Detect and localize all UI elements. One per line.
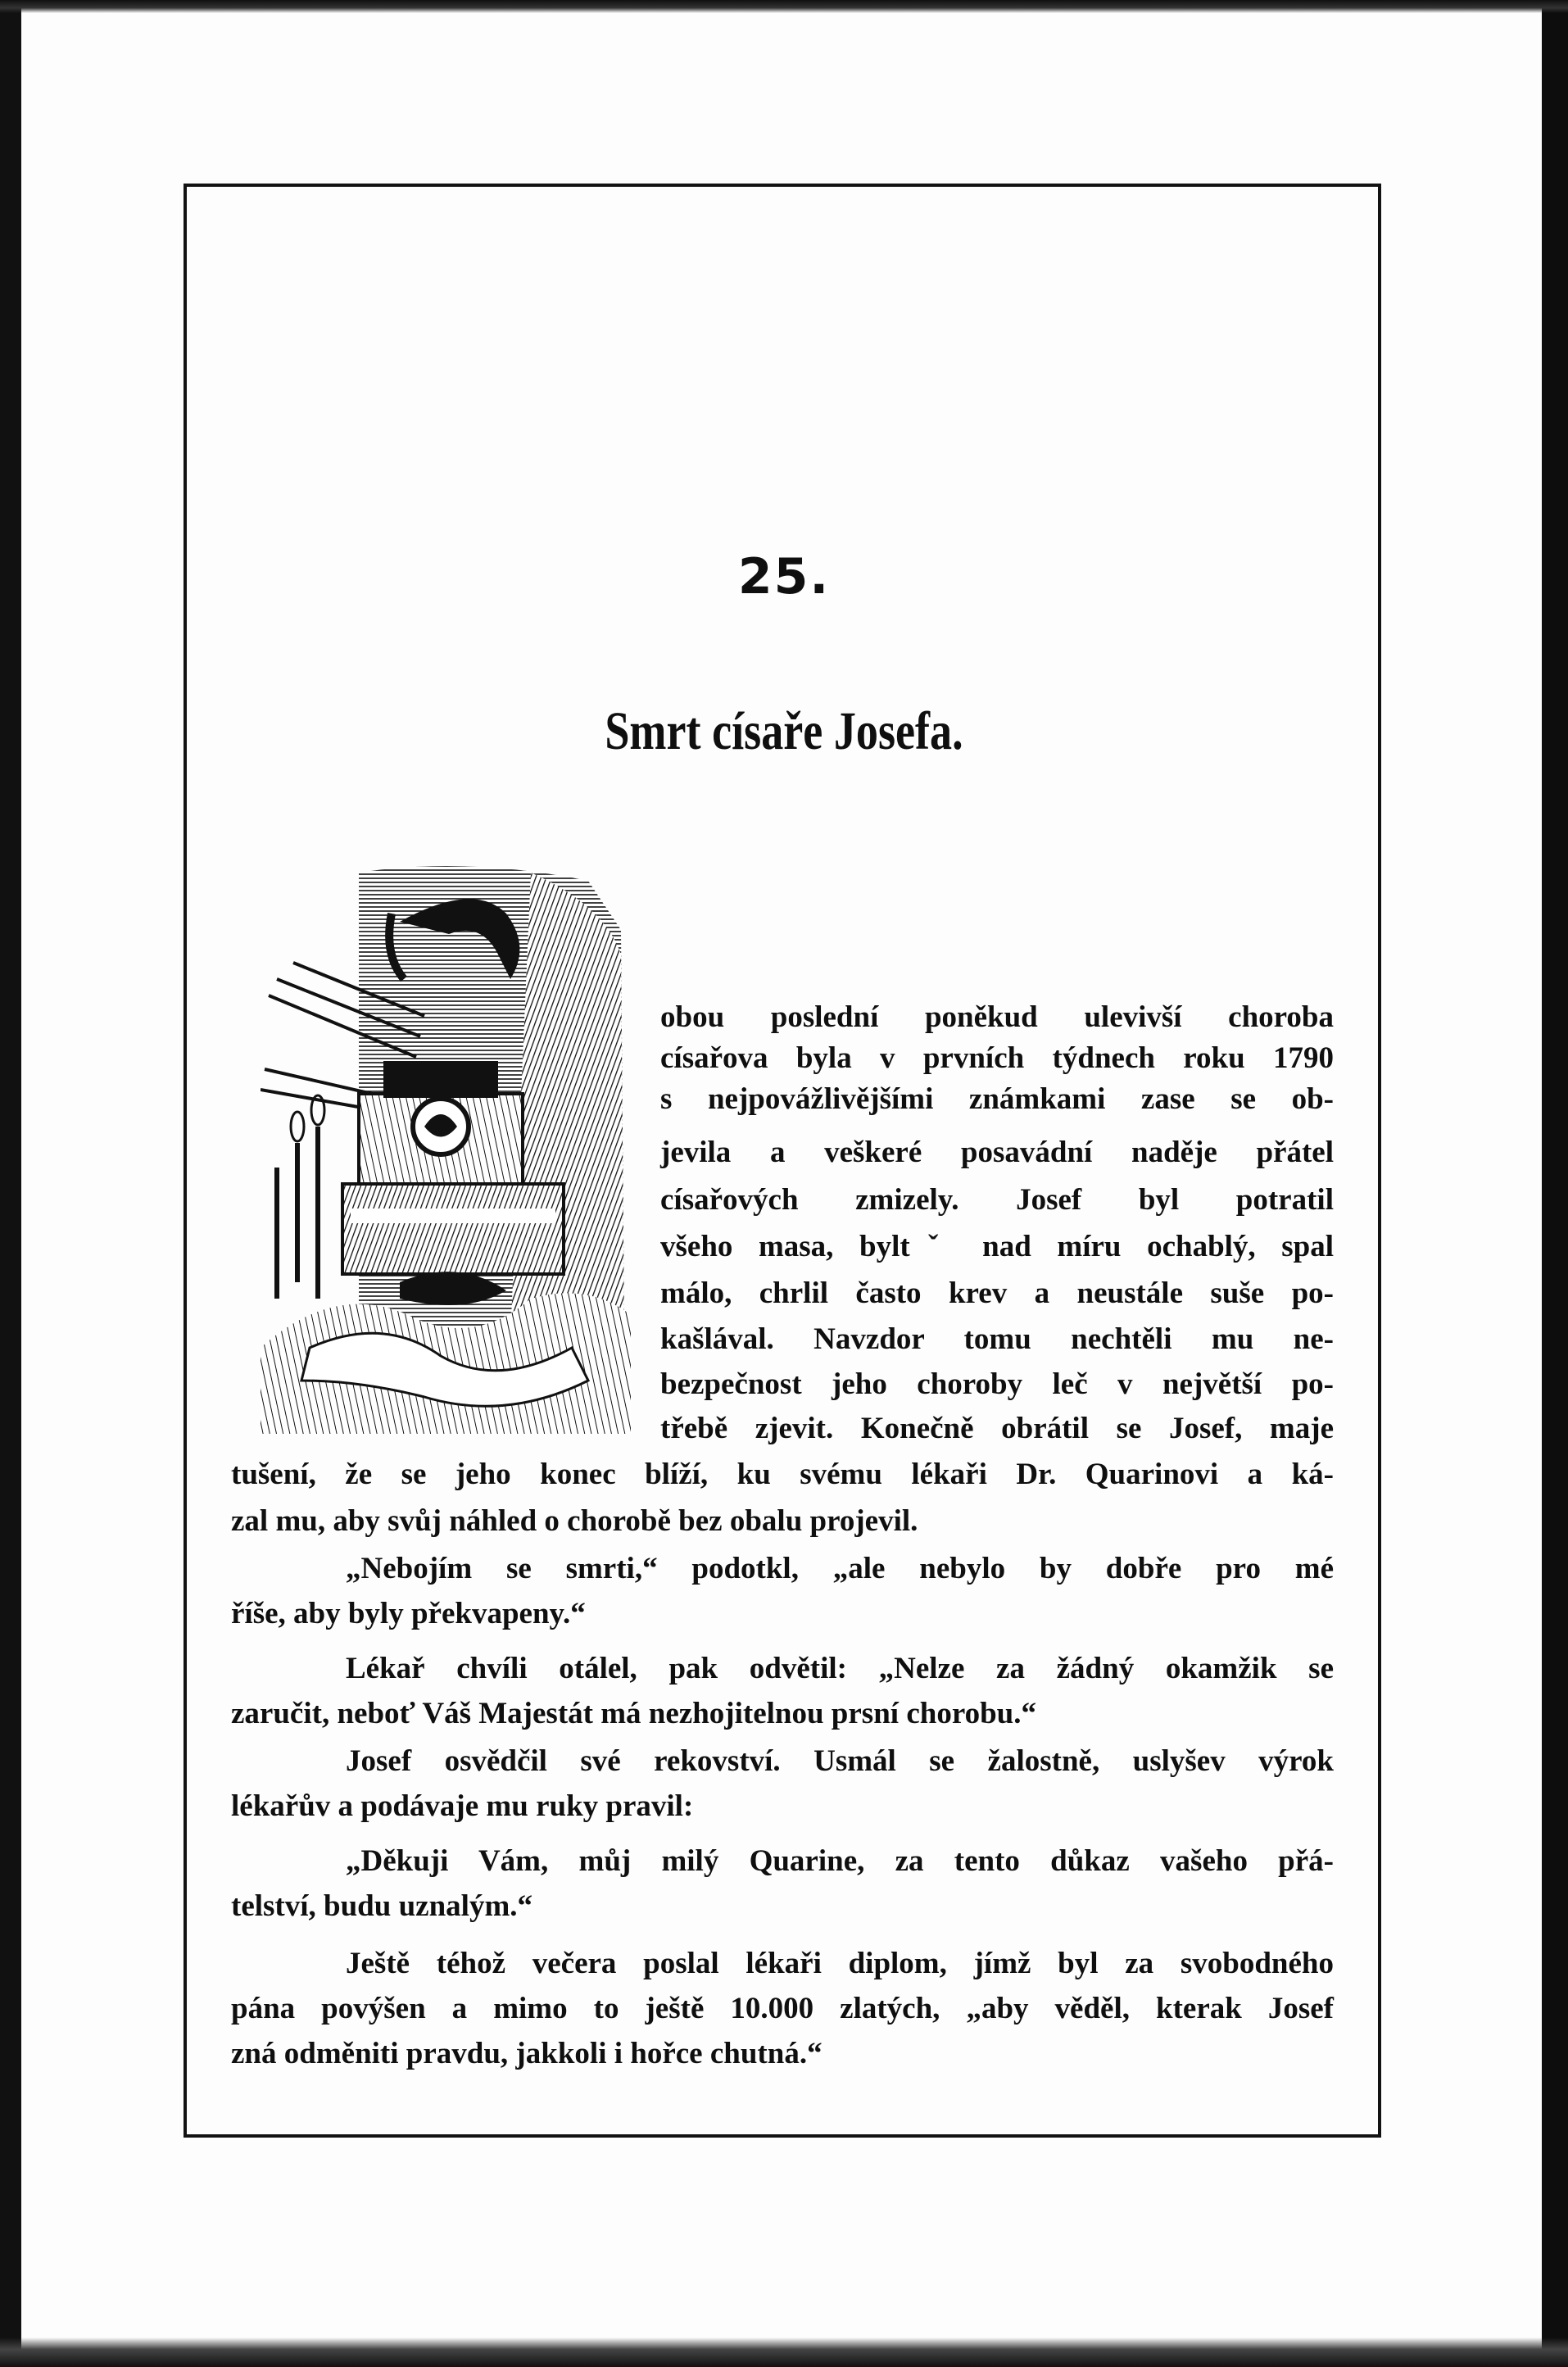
scan-edge-bottom (0, 2338, 1568, 2367)
body-line: pána povýšen a mimo to ještě 10.000 zlatých, „aby věděl, kterak Josef (231, 1992, 1334, 2025)
body-line: obou poslední poněkud ulevivší choroba (660, 1000, 1334, 1034)
body-line: jevila a veškeré posavádní naděje přátel (660, 1136, 1334, 1169)
body-line: třebě zjevit. Konečně obrátil se Josef, maje (660, 1412, 1334, 1445)
body-line: Ještě téhož večera poslal lékaři diplom, jímž byl za svobodného (346, 1947, 1334, 1980)
body-line: kašlával. Navzdor tomu nechtěli mu ne- (660, 1322, 1334, 1356)
body-line: málo, chrlil často krev a neustále suše po- (660, 1276, 1334, 1310)
body-line: s nejpovážlivějšími známkami zase se ob- (660, 1082, 1334, 1116)
scan-edge-left (0, 0, 21, 2367)
body-line: císařových zmizely. Josef byl potratil (660, 1183, 1334, 1217)
body-line: všeho masa, byltˇ nad míru ochablý, spal (660, 1230, 1334, 1263)
drop-cap-engraving-icon (261, 856, 631, 1434)
body-line: „Děkuji Vám, můj milý Quarine, za tento důkaz vašeho přá- (346, 1844, 1334, 1878)
body-line: zaručit, neboť Váš Majestát má nezhojitelnou prsní chorobu.“ (231, 1697, 1036, 1730)
body-line: císařova byla v prvních týdnech roku 1790 (660, 1041, 1334, 1075)
chapter-title: Smrt císaře Josefa. (605, 701, 963, 761)
scan-edge-top (0, 0, 1568, 13)
body-line: bezpečnost jeho choroby leč v největší po- (660, 1367, 1334, 1401)
body-line: zal mu, aby svůj náhled o chorobě bez obalu projevil. (231, 1504, 918, 1538)
body-line: telství, budu uznalým.“ (231, 1889, 533, 1923)
chapter-number: 25. (737, 548, 831, 605)
body-line: lékařův a podávaje mu ruky pravil: (231, 1789, 694, 1823)
body-line: „Nebojím se smrti,“ podotkl, „ale nebylo by dobře pro mé (346, 1552, 1334, 1585)
body-line: Lékař chvíli otálel, pak odvětil: „Nelze za žádný okamžik se (346, 1652, 1334, 1685)
body-line: tušení, že se jeho konec blíží, ku svému lékaři Dr. Quarinovi a ká- (231, 1458, 1334, 1491)
body-line: Josef osvědčil své rekovství. Usmál se žalostně, uslyšev výrok (346, 1744, 1334, 1778)
body-line: říše, aby byly překvapeny.“ (231, 1597, 586, 1630)
body-line: zná odměniti pravdu, jakkoli i hořce chutná.“ (231, 2037, 823, 2070)
scan-edge-right (1542, 0, 1568, 2367)
